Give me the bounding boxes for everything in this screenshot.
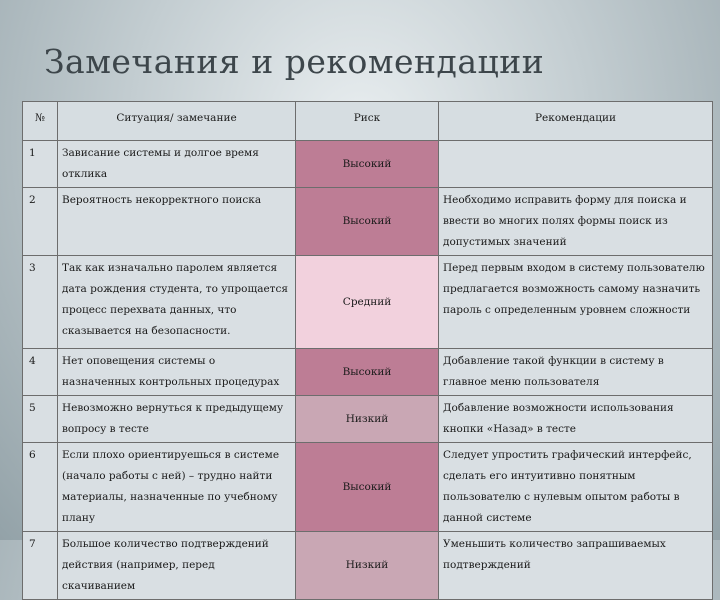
header-number: № bbox=[23, 102, 58, 141]
table-row bbox=[23, 396, 713, 443]
row-number: 5 bbox=[23, 396, 58, 443]
risk-cell: Высокий bbox=[296, 141, 439, 188]
recommendation-cell: Уменьшить количество запрашиваемых подтверждений bbox=[439, 532, 713, 600]
table-row bbox=[23, 141, 713, 188]
header-risk: Риск bbox=[296, 102, 439, 141]
header-recommendation: Рекомендации bbox=[439, 102, 713, 141]
recommendation-cell: Необходимо исправить форму для поиска и ввести во многих полях формы поиск из допустимых значений bbox=[439, 188, 713, 256]
row-number: 4 bbox=[23, 349, 58, 396]
recommendation-cell: Добавление такой функции в систему в главное меню пользователя bbox=[439, 349, 713, 396]
risk-cell: Низкий bbox=[296, 532, 439, 600]
table-row bbox=[23, 443, 713, 532]
situation-cell: Зависание системы и долгое время отклика bbox=[58, 141, 296, 188]
risk-cell: Средний bbox=[296, 256, 439, 349]
situation-cell: Вероятность некорректного поиска bbox=[58, 188, 296, 256]
row-number: 2 bbox=[23, 188, 58, 256]
risk-cell: Высокий bbox=[296, 443, 439, 532]
situation-cell: Большое количество подтверждений действия (например, перед скачиванием bbox=[58, 532, 296, 600]
recommendation-cell: Добавление возможности использования кнопки «Назад» в тесте bbox=[439, 396, 713, 443]
table-row bbox=[23, 349, 713, 396]
row-number: 6 bbox=[23, 443, 58, 532]
situation-cell: Нет оповещения системы о назначенных контрольных процедурах bbox=[58, 349, 296, 396]
table-row bbox=[23, 256, 713, 349]
header-situation: Ситуация/ замечание bbox=[58, 102, 296, 141]
situation-cell: Так как изначально паролем является дата рождения студента, то упрощается процесс перехвата данных, что сказывается на безопасности. bbox=[58, 256, 296, 349]
recommendation-cell: Перед первым входом в систему пользователю предлагается возможность самому назначить пароль с определенным уровнем сложности bbox=[439, 256, 713, 349]
situation-cell: Если плохо ориентируешься в системе (начало работы с ней) – трудно найти материалы, назначенные по учебному плану bbox=[58, 443, 296, 532]
table-row bbox=[23, 188, 713, 256]
row-number: 1 bbox=[23, 141, 58, 188]
row-number: 7 bbox=[23, 532, 58, 600]
table-row bbox=[23, 532, 713, 600]
slide-title: Замечания и рекомендации bbox=[44, 42, 545, 81]
table-header-row bbox=[23, 102, 713, 141]
recommendation-cell: Следует упростить графический интерфейс, сделать его интуитивно понятным пользователю с нулевым опытом работы в данной системе bbox=[439, 443, 713, 532]
risk-cell: Высокий bbox=[296, 349, 439, 396]
recommendation-cell bbox=[439, 141, 713, 188]
risk-cell: Низкий bbox=[296, 396, 439, 443]
remarks-table bbox=[22, 101, 713, 600]
risk-cell: Высокий bbox=[296, 188, 439, 256]
situation-cell: Невозможно вернуться к предыдущему вопросу в тесте bbox=[58, 396, 296, 443]
row-number: 3 bbox=[23, 256, 58, 349]
